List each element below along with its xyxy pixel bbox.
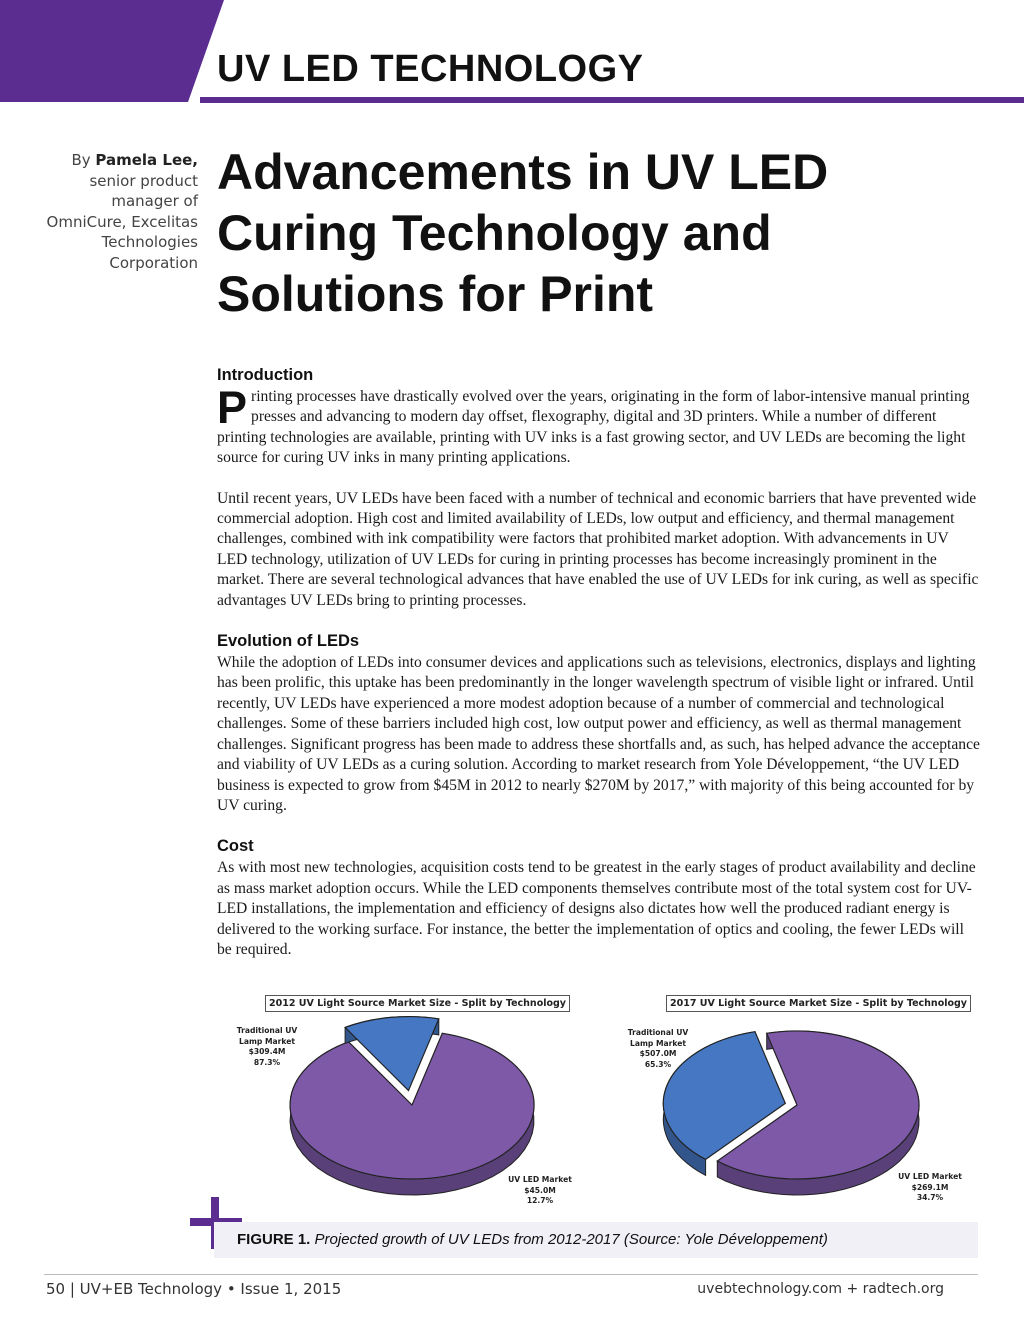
byline bbox=[28, 150, 198, 273]
slice-name: Traditional UV Lamp Market bbox=[627, 1028, 689, 1048]
paragraph: While the adoption of LEDs into consumer devices and applications such as televisions, electronics, displays and lighting has been prolific, this uptake has been predominantly in the longer wavelength spectrum of visible light or infrared. Until recently, UV LEDs have experienced a more modest adoption because of a number of commercial and technological challenges. Some of these barriers included high cost, low output power and efficiency, as well as thermal management challenges. Significant progress has been made to address these shortfalls and, as such, has helped advance the acceptance and viability of UV LEDs as a curing solution. According to market research from Yole Développement, “the UV LED business is expected to grow from $45M in 2012 to nearly $270M by 2017,” with majority of this being accounted for by UV curing. bbox=[217, 654, 980, 814]
figure-label: FIGURE 1. bbox=[237, 1231, 311, 1248]
author-name: Pamela Lee, bbox=[95, 151, 198, 169]
footer-issue: 50 | UV+EB Technology • Issue 1, 2015 bbox=[46, 1280, 342, 1298]
section-heading-evolution: Evolution of LEDs bbox=[217, 632, 360, 651]
author-role-line: OmniCure, Excelitas bbox=[46, 212, 198, 231]
section-heading-cost: Cost bbox=[217, 837, 254, 856]
slice-value: $45.0M bbox=[524, 1185, 556, 1195]
section-heading-introduction: Introduction bbox=[217, 366, 314, 384]
slice-label-uv-led bbox=[890, 1172, 970, 1204]
chart-title: 2012 UV Light Source Market Size - Split by Technology bbox=[265, 995, 570, 1012]
paragraph: As with most new technologies, acquisition costs tend to be greatest in the early stages of product availability and decline as mass market adoption occurs. While the LED components themselves contribute most of the total system cost for UV-LED installations, the implementation and efficiency of designs also dictates how well the produced radiant energy is delivered to the working surface. For instance, the better the implementation of optics and cooling, the fewer LEDs will be required. bbox=[217, 859, 976, 958]
article-body bbox=[217, 365, 980, 960]
chart-title: 2017 UV Light Source Market Size - Split by Technology bbox=[666, 995, 971, 1012]
author-role-line: manager of bbox=[111, 192, 198, 210]
header-band bbox=[0, 0, 224, 102]
header-rule bbox=[200, 97, 1024, 103]
slice-label-uv-led bbox=[500, 1175, 580, 1207]
author-role-line: senior product bbox=[89, 171, 198, 190]
paragraph bbox=[217, 382, 980, 469]
author-role-line: Technologies bbox=[101, 233, 198, 251]
slice-percent: 65.3% bbox=[644, 1059, 672, 1069]
paragraph: Until recent years, UV LEDs have been faced with a number of technical and economic barriers that have prevented wide commercial adoption. High cost and limited availability of LEDs, low output and efficiency, and thermal management challenges, combined with ink compatibility were factors that prohibited market adoption. With advancements in UV LED technology, utilization of UV LEDs for curing in printing processes has become increasingly prominent in the market. There are several technological advances that have enabled the use of UV LEDs for ink curing, as well as specific advantages UV LEDs bring to printing processes. bbox=[217, 489, 979, 609]
footer-rule bbox=[44, 1274, 978, 1275]
drop-cap: P bbox=[217, 382, 248, 433]
slice-label-traditional bbox=[227, 1026, 307, 1068]
byline-by: By bbox=[71, 151, 91, 169]
section-title: UV LED TECHNOLOGY bbox=[217, 48, 644, 90]
figure-1 bbox=[230, 995, 980, 1210]
slice-value: $507.0M bbox=[639, 1049, 677, 1058]
pie-chart-2017 bbox=[622, 995, 972, 1210]
figure-caption bbox=[237, 1231, 828, 1248]
slice-percent: 87.3% bbox=[253, 1057, 281, 1067]
figure-caption-text: Projected growth of UV LEDs from 2012-2017 (Source: Yole Développement) bbox=[314, 1231, 828, 1248]
author-role-line: Corporation bbox=[109, 253, 198, 272]
pie-chart-2012 bbox=[230, 995, 580, 1210]
slice-label-traditional bbox=[618, 1028, 698, 1070]
article-title: Advancements in UV LED Curing Technology and Solutions for Print bbox=[217, 144, 829, 322]
slice-name: UV LED Market bbox=[898, 1172, 962, 1181]
slice-value: $269.1M bbox=[911, 1182, 949, 1192]
paragraph-text: rinting processes have drastically evolved over the years, originating in the form of labor-intensive manual printing presses and advancing to modern day offset, flexography, digital and 3D printers. While a number of different printing technologies are available, printing with UV inks is a fast growing sector, and UV LEDs are becoming the light source for curing UV inks in many printing applications. bbox=[217, 388, 970, 467]
slice-percent: 12.7% bbox=[526, 1196, 554, 1205]
slice-name: Traditional UV Lamp Market bbox=[236, 1026, 298, 1046]
slice-percent: 34.7% bbox=[916, 1193, 944, 1202]
slice-name: UV LED Market bbox=[508, 1175, 572, 1184]
slice-value: $309.4M bbox=[248, 1047, 286, 1056]
footer-websites: uvebtechnology.com + radtech.org bbox=[697, 1281, 944, 1297]
